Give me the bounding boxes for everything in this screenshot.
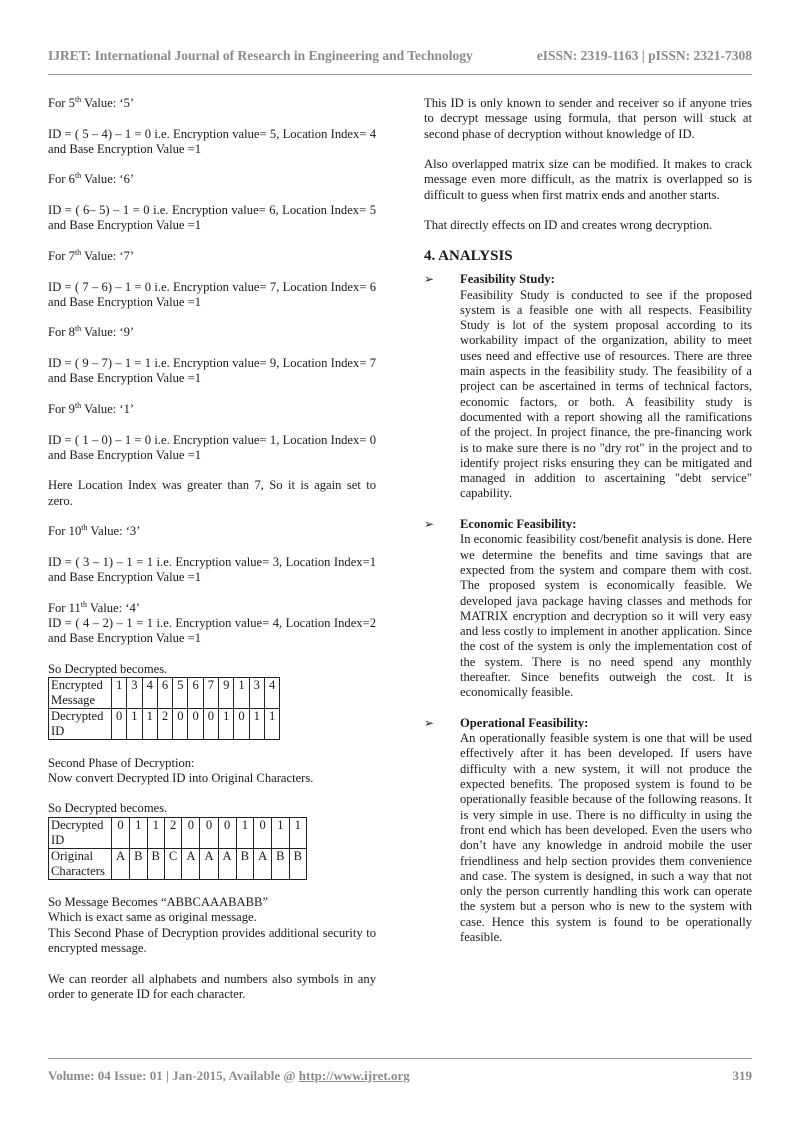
decryption-steps xyxy=(48,96,376,463)
table-cell: A xyxy=(254,848,272,879)
bullet-title: Operational Feasibility: xyxy=(460,715,589,730)
footer-divider xyxy=(48,1058,752,1059)
table2-caption: So Decrypted becomes. xyxy=(48,801,168,816)
table-cell: B xyxy=(147,848,164,879)
row-header: Original Characters xyxy=(49,848,112,879)
step-heading xyxy=(48,402,376,417)
table-cell: 0 xyxy=(200,817,218,848)
table-cell: 0 xyxy=(112,817,130,848)
arrow-bullet-icon: ➢ xyxy=(424,715,435,730)
step-value: Value: ‘7’ xyxy=(81,248,135,263)
table-cell: 1 xyxy=(147,817,164,848)
table-cell: A xyxy=(182,848,200,879)
table-cell: 3 xyxy=(249,678,264,709)
table-row xyxy=(49,709,280,740)
table-cell: 1 xyxy=(272,817,289,848)
table-cell: 1 xyxy=(249,709,264,740)
ordinal-suffix: th xyxy=(74,247,82,257)
step-formula: ID = ( 6– 5) – 1 = 0 i.e. Encryption value= 6, Location Index= 5 and Base Encryption Value =1 xyxy=(48,203,376,233)
table-cell: 0 xyxy=(254,817,272,848)
for-label: For 11 xyxy=(48,600,81,615)
for-label: For 10 xyxy=(48,524,82,539)
ordinal-suffix: th xyxy=(74,324,82,334)
ordinal-suffix: th xyxy=(74,171,82,181)
table-cell: 1 xyxy=(289,817,306,848)
table-cell: 0 xyxy=(188,709,203,740)
table-cell: 1 xyxy=(264,709,279,740)
paragraph-id-known: This ID is only known to sender and receiver so if anyone tries to decrypt message using formula, that person will stuck at second phase of decryption without knowledge of ID. xyxy=(424,96,752,141)
table-cell: 2 xyxy=(164,817,181,848)
volume-text: Volume: 04 Issue: 01 | Jan-2015, Available @ xyxy=(48,1068,299,1083)
table-cell: 1 xyxy=(234,678,249,709)
row-header: Encrypted Message xyxy=(49,678,112,709)
ordinal-suffix: th xyxy=(81,523,88,533)
section-heading: 4. ANALYSIS xyxy=(424,247,513,264)
table-cell: 0 xyxy=(112,709,127,740)
table-cell: 3 xyxy=(127,678,142,709)
step-heading xyxy=(48,601,376,616)
phase2-title: Second Phase of Decryption: xyxy=(48,755,195,770)
step-heading xyxy=(48,96,376,111)
header-divider xyxy=(48,74,752,75)
step-formula: ID = ( 5 – 4) – 1 = 0 i.e. Encryption value= 5, Location Index= 4 and Base Encryption Value =1 xyxy=(48,126,376,156)
table-row xyxy=(49,848,307,879)
analysis-bullets xyxy=(424,272,752,945)
left-column xyxy=(48,96,376,1017)
step-formula: ID = ( 3 – 1) – 1 = 1 i.e. Encryption value= 3, Location Index=1 and Base Encryption Value =1 xyxy=(48,554,376,585)
for-label: For 7 xyxy=(48,248,75,263)
table-cell: 7 xyxy=(203,678,218,709)
bullet-title: Feasibility Study: xyxy=(460,272,555,287)
step-value: Value: ‘1’ xyxy=(81,401,135,416)
step-value: Value: ‘4’ xyxy=(87,600,140,615)
table-cell: B xyxy=(272,848,289,879)
table-cell: 0 xyxy=(234,709,249,740)
phase2-text: Now convert Decrypted ID into Original Characters. xyxy=(48,770,314,785)
original-characters-table xyxy=(48,817,307,880)
right-column xyxy=(424,96,752,961)
table-row xyxy=(49,817,307,848)
bullet-item xyxy=(424,272,752,501)
step-value: Value: ‘3’ xyxy=(87,524,141,539)
reorder-paragraph: We can reorder all alphabets and numbers also symbols in any order to generate ID for each character. xyxy=(48,971,376,1001)
bullet-text: An operationally feasible system is one that will be used effectively after it has been developed. If users have difficulty with a new system, it will not produce the expected benefits. The proposed system is found to be operationally feasible because of the following reasons. It is very simple in use. There is no difficulty in using the front end which has been developed. Even the users who don’t have any knowledge in android mobile the user friendliness and help section provides them convenience and case. The system is designed, in such a way that not only the person currently handling this work can operate the system but a person who is new to the system with case. Hence this system is found to be operationally feasible. xyxy=(460,731,752,945)
step-11 xyxy=(48,601,376,647)
ordinal-suffix: th xyxy=(74,400,82,410)
page-number: 319 xyxy=(732,1068,752,1083)
table-cell: 1 xyxy=(130,817,147,848)
table-cell: A xyxy=(200,848,218,879)
step-value: Value: ‘6’ xyxy=(81,172,135,187)
bullet-item xyxy=(424,517,752,701)
table-cell: 0 xyxy=(218,817,236,848)
table-cell: A xyxy=(112,848,130,879)
row-header: Decrypted ID xyxy=(49,817,112,848)
table1-caption: So Decrypted becomes. xyxy=(48,661,168,676)
step-10 xyxy=(48,524,376,585)
step-formula: ID = ( 7 – 6) – 1 = 0 i.e. Encryption value= 7, Location Index= 6 and Base Encryption Value =1 xyxy=(48,279,376,309)
step-formula: ID = ( 1 – 0) – 1 = 0 i.e. Encryption value= 1, Location Index= 0 and Base Encryption Value =1 xyxy=(48,432,376,462)
message-result: So Message Becomes “ABBCAAABABB” xyxy=(48,895,269,910)
arrow-bullet-icon: ➢ xyxy=(424,272,435,287)
step-heading xyxy=(48,249,376,264)
for-label: For 5 xyxy=(48,96,75,110)
bullet-text: In economic feasibility cost/benefit analysis is done. Here we determine the benefits and time savings that are expected from the system and compare them with cost. The proposed system is economically feasible. We developed java package having classes and methods for MATRIX encryption and decryption so it will very easy and less costly to implement in another application. Since the cost of the system is only the implementation cost of the system. There is no need spend any monthly thereafter. Since benefits outweigh the cost. It is economically feasible. xyxy=(460,532,752,700)
message-security: This Second Phase of Decryption provides additional security to encrypted message. xyxy=(48,925,376,955)
decrypted-id-table xyxy=(48,677,280,740)
table-cell: C xyxy=(164,848,181,879)
table-cell: 1 xyxy=(127,709,142,740)
table-cell: 1 xyxy=(219,709,234,740)
for-label: For 9 xyxy=(48,401,75,416)
bullet-title: Economic Feasibility: xyxy=(460,517,577,532)
paragraph-overlapped: Also overlapped matrix size can be modified. It makes to crack message even more difficult, as the matrix is overlapped so is difficult to guess when first matrix ends and another starts. xyxy=(424,157,752,202)
bullet-item xyxy=(424,716,752,945)
table-cell: 0 xyxy=(173,709,188,740)
table-cell: B xyxy=(236,848,253,879)
step-heading xyxy=(48,524,376,539)
footer-volume xyxy=(48,1068,410,1084)
table-cell: 1 xyxy=(142,709,157,740)
message-same: Which is exact same as original message. xyxy=(48,910,257,925)
arrow-bullet-icon: ➢ xyxy=(424,517,435,532)
journal-title: IJRET: International Journal of Research in Engineering and Technology xyxy=(48,48,473,63)
table-cell: 6 xyxy=(157,678,172,709)
for-label: For 8 xyxy=(48,325,75,340)
table-cell: 5 xyxy=(173,678,188,709)
step-value: Value: ‘5’ xyxy=(81,96,135,110)
table-cell: 1 xyxy=(236,817,253,848)
bullet-text: Feasibility Study is conducted to see if the proposed system is a feasible one with all respects. Feasibility Study is lot of the system proposal according to its workability impact of the organization, ability to meet uses need and effective use of resources. There are three main aspects in the feasibility study. The feasibility of a project can be ascertained in terms of technical factors, economic factors, or both. A feasibility study is documented with a report showing all the ramifications of the project. In project finance, the pre-financing work is to make sure there is no "dry rot" in the project and to identify project risks ensuring they can be mitigated and managed in addition to ascertaining "debt service" capability. xyxy=(460,287,752,501)
step-heading xyxy=(48,172,376,187)
table-cell: 4 xyxy=(142,678,157,709)
row-header: Decrypted ID xyxy=(49,709,112,740)
page-header xyxy=(48,48,752,64)
step-formula: ID = ( 9 – 7) – 1 = 1 i.e. Encryption value= 9, Location Index= 7 and Base Encryption Value =1 xyxy=(48,356,376,386)
table-row xyxy=(49,678,280,709)
table-cell: 0 xyxy=(203,709,218,740)
table-cell: B xyxy=(289,848,306,879)
table-cell: 2 xyxy=(157,709,172,740)
page-footer xyxy=(48,1068,752,1084)
step-heading xyxy=(48,325,376,340)
step-formula: ID = ( 4 – 2) – 1 = 1 i.e. Encryption value= 4, Location Index=2 and Base Encryption Value =1 xyxy=(48,616,376,646)
step-value: Value: ‘9’ xyxy=(81,325,135,340)
journal-link[interactable]: http://www.ijret.org xyxy=(298,1068,410,1083)
location-note: Here Location Index was greater than 7, So it is again set to zero. xyxy=(48,478,376,508)
table-cell: 9 xyxy=(219,678,234,709)
table-cell: A xyxy=(218,848,236,879)
ordinal-suffix: th xyxy=(74,94,82,104)
table-cell: 0 xyxy=(182,817,200,848)
for-label: For 6 xyxy=(48,172,75,187)
issn-text: eISSN: 2319-1163 | pISSN: 2321-7308 xyxy=(536,48,752,63)
ordinal-suffix: th xyxy=(80,599,88,609)
table-cell: 6 xyxy=(188,678,203,709)
table-cell: 1 xyxy=(112,678,127,709)
table-cell: 4 xyxy=(264,678,279,709)
table-cell: B xyxy=(130,848,147,879)
paragraph-effects: That directly effects on ID and creates wrong decryption. xyxy=(424,218,713,233)
